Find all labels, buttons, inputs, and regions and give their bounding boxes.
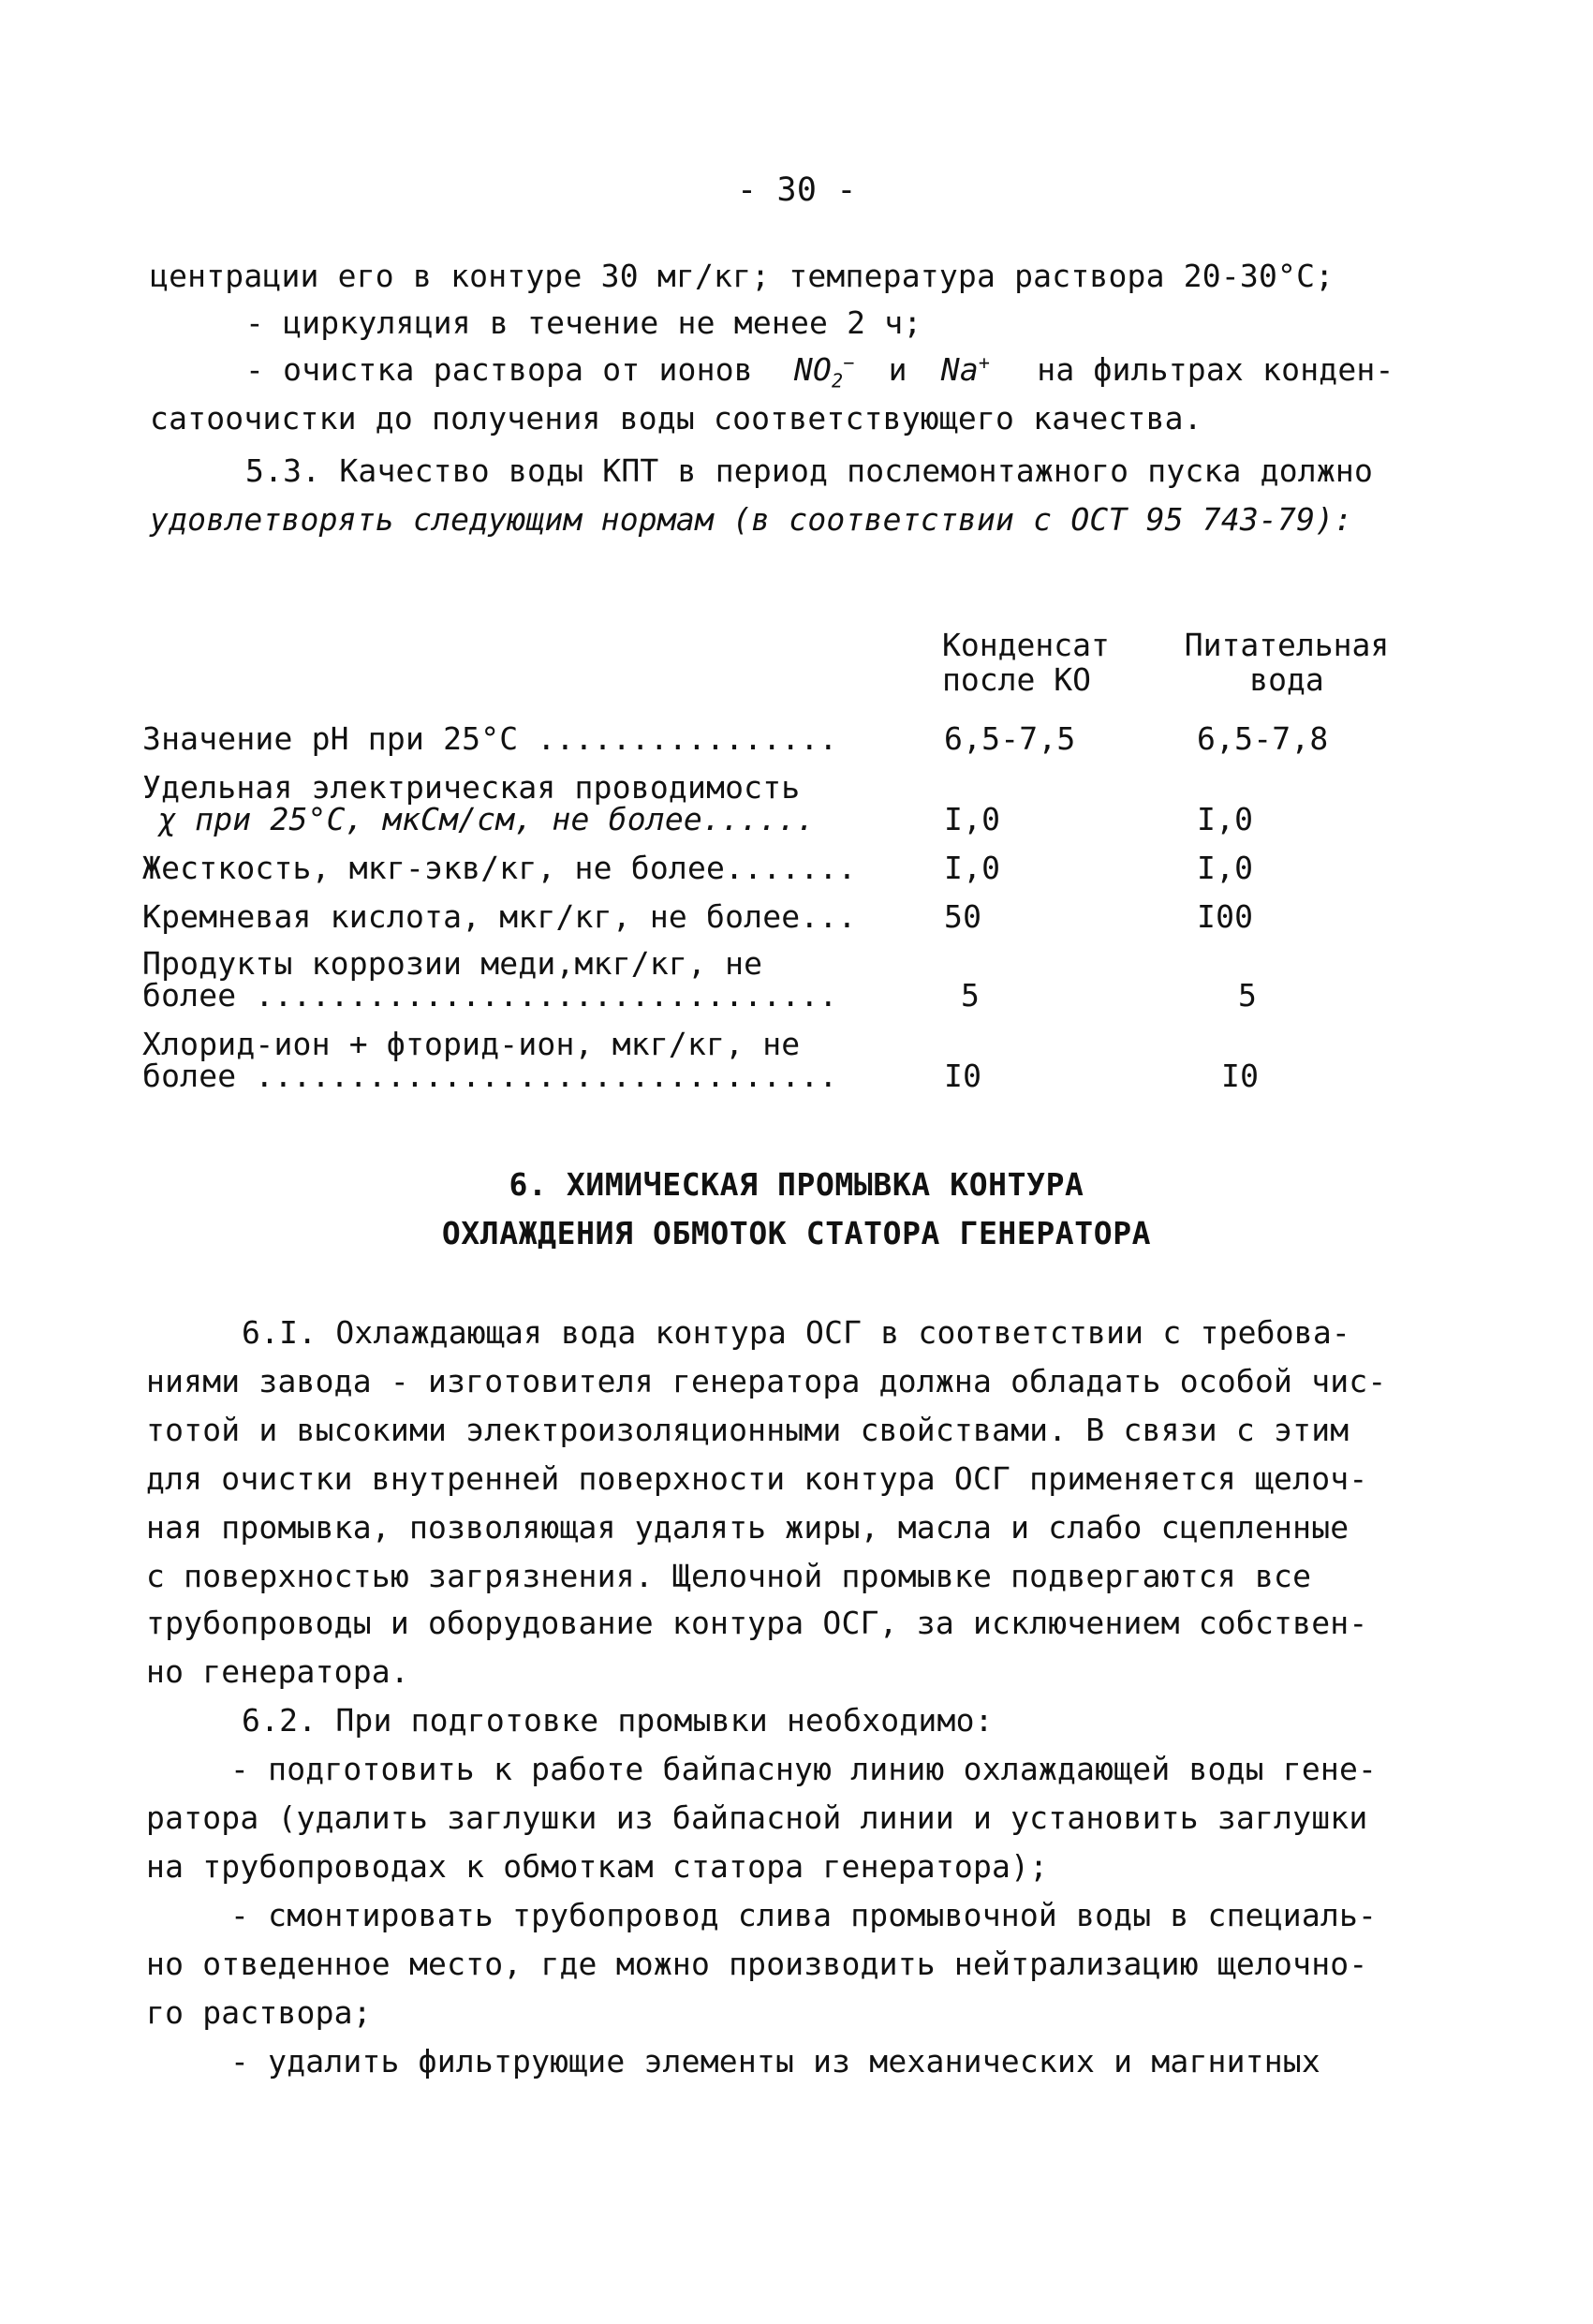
table-row-value-condensate: I0 [944, 1058, 982, 1094]
intro-line-1: центрации его в контуре 30 мг/кг; температура раствора 20-30°С; [150, 258, 1335, 294]
paragraph-6-2-line: го раствора; [146, 1994, 372, 2031]
ion-na: Na+ [940, 351, 991, 388]
paragraph-6-2-line: ратора (удалить заглушки из байпасной линии и установить заглушки [146, 1799, 1368, 1836]
paragraph-6-2-line: - подготовить к работе байпасную линию охлаждающей воды гене- [230, 1751, 1378, 1787]
paragraph-6-1-line: с поверхностью загрязнения. Щелочной промывке подвергаются все [146, 1558, 1312, 1594]
table-row-label: Значение pH при 25°С ................ [142, 720, 838, 757]
intro-bullet-2-prefix: - очистка раствора от ионов [245, 351, 753, 388]
table-row-label-line-1: Продукты коррозии меди,мкг/кг, не [142, 945, 763, 982]
paragraph-6-2-line: но отведенное место, где можно производить нейтрализацию щелочно- [146, 1946, 1368, 1982]
ion-no2: $NO_2^-$ [793, 351, 855, 392]
table-row-value-condensate: 5 [961, 977, 981, 1014]
table-row-label: χ при 25°С, мкСм/см, не более...... [157, 801, 816, 837]
table-row-value-condensate: 6,5-7,5 [944, 720, 1076, 757]
paragraph-6-1-line: 6.I. Охлаждающая вода контура ОСГ в соответствии с требова- [242, 1314, 1350, 1351]
table-row-value-feedwater: I0 [1221, 1058, 1260, 1094]
table-row-label: Кремневая кислота, мкг/кг, не более... [142, 898, 857, 935]
paragraph-6-1-line: тотой и высокими электроизоляционными свойствами. В связи с этим [146, 1412, 1350, 1448]
paragraph-6-1-line: но генератора. [146, 1653, 409, 1690]
col-header-condensate-line-2: после КО [942, 661, 1091, 698]
table-row-value-feedwater: I00 [1197, 898, 1254, 935]
section-6-title-line-2: ОХЛАЖДЕНИЯ ОБМОТОК СТАТОРА ГЕНЕРАТОРА [441, 1215, 1152, 1251]
intro-bullet-1: - циркуляция в течение не менее 2 ч; [245, 304, 922, 341]
table-row-label-line-1: Хлорид-ион + фторид-ион, мкг/кг, не [142, 1026, 801, 1062]
col-header-condensate-line-1: Конденсат [942, 627, 1110, 663]
table-row-value-condensate: I,0 [944, 801, 1001, 837]
intro-and: и [888, 351, 907, 388]
paragraph-6-2-line: на трубопроводах к обмоткам статора генератора); [146, 1848, 1049, 1885]
col-header-condensate [942, 627, 1110, 698]
paragraph-6-1-line: трубопроводы и оборудование контура ОСГ, за исключением собствен- [146, 1605, 1368, 1641]
table-row-value-condensate: 50 [944, 898, 982, 935]
paragraph-6-1-line: ниями завода - изготовителя генератора должна обладать особой чис- [146, 1363, 1387, 1399]
col-header-feedwater-line-1: Питательная [1184, 627, 1390, 663]
intro-bullet-2-suffix: на фильтрах конден- [1037, 351, 1394, 388]
paragraph-6-2-line: - удалить фильтрующие элементы из механических и магнитных [230, 2043, 1320, 2080]
paragraph-6-2-line: 6.2. При подготовке промывки необходимо: [242, 1702, 994, 1739]
table-row-value-feedwater: I,0 [1197, 850, 1254, 886]
paragraph-6-1-line: ная промывка, позволяющая удалять жиры, масла и слабо сцепленные [146, 1509, 1350, 1546]
table-row-value-feedwater: 5 [1238, 977, 1258, 1014]
table-row-label: более ............................... [142, 1058, 838, 1094]
col-header-feedwater [1174, 627, 1399, 698]
paragraph-6-1-line: для очистки внутренней поверхности контура ОСГ применяется щелоч- [146, 1460, 1368, 1497]
section-5-3-line-2: удовлетворять следующим нормам (в соответствии с ОСТ 95 743-79): [150, 501, 1353, 538]
table-row-value-feedwater: 6,5-7,8 [1197, 720, 1329, 757]
section-5-3-line-1: 5.3. Качество воды КПТ в период послемонтажного пуска должно [245, 452, 1374, 489]
col-header-feedwater-line-2: вода [1249, 661, 1324, 698]
table-row-label: Жесткость, мкг-экв/кг, не более....... [142, 850, 857, 886]
intro-bullet-2 [245, 351, 1394, 392]
paragraph-6-2-line: - смонтировать трубопровод слива промывочной воды в специаль- [230, 1897, 1378, 1933]
section-6-title-line-1: 6. ХИМИЧЕСКАЯ ПРОМЫВКА КОНТУРА [509, 1166, 1084, 1203]
table-row-label: более ............................... [142, 977, 838, 1014]
intro-bullet-2-line-2: сатоочистки до получения воды соответствующего качества. [150, 400, 1202, 437]
page-number: - 30 - [737, 171, 857, 209]
table-row-label-line-1: Удельная электрическая проводимость [142, 769, 801, 806]
table-row-value-condensate: I,0 [944, 850, 1001, 886]
table-row-value-feedwater: I,0 [1197, 801, 1254, 837]
